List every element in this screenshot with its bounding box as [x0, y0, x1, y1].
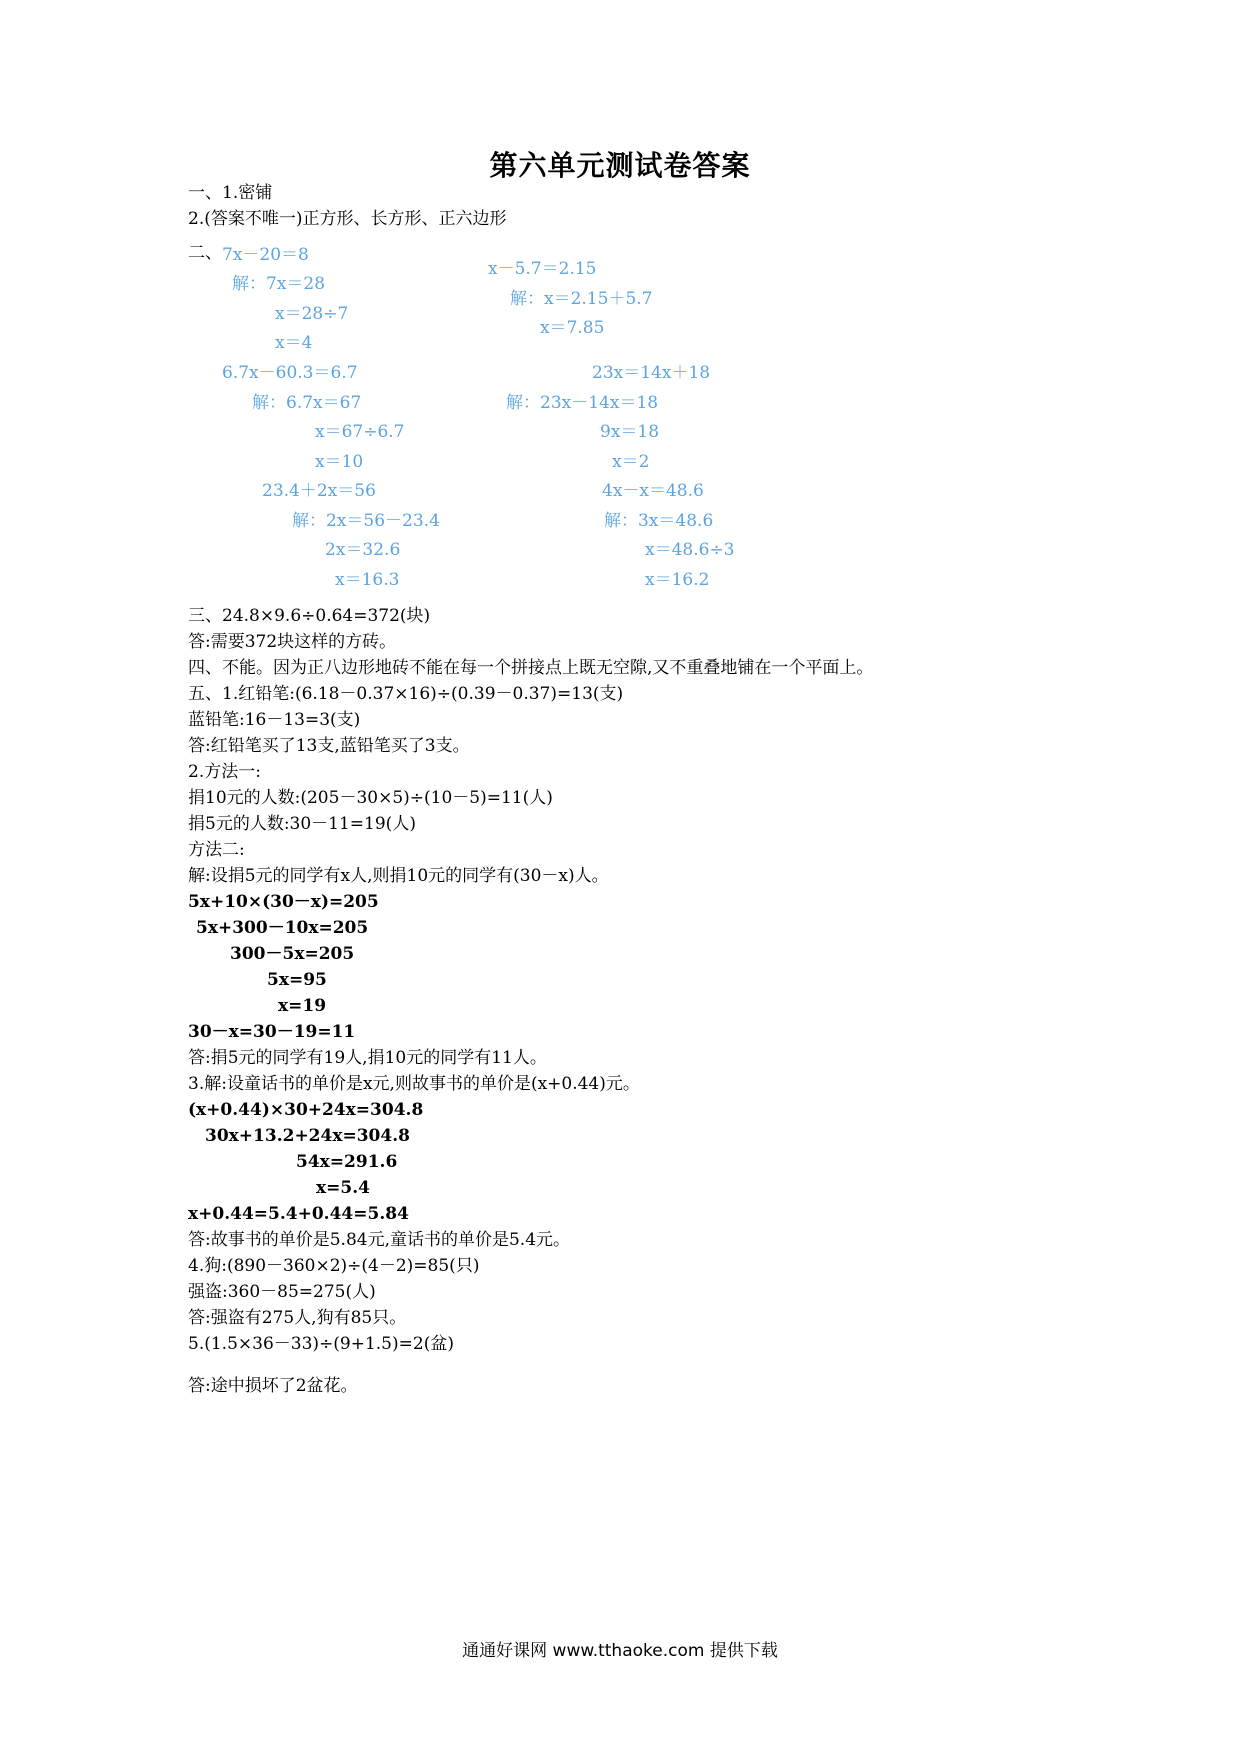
- eq5-line3: 2x＝32.6: [325, 540, 401, 560]
- section5-line: 捐5元的人数:30－11=19(人): [188, 814, 416, 834]
- section5-line: (x+0.44)×30+24x=304.8: [188, 1100, 424, 1120]
- eq3-line2: 解：6.7x＝67: [252, 393, 362, 413]
- section5-line: 答:故事书的单价是5.84元,童话书的单价是5.4元。: [188, 1230, 571, 1250]
- section3-answer: 答:需要372块这样的方砖。: [188, 632, 397, 652]
- section1-q1: 一、1.密铺: [188, 183, 273, 203]
- section5-line: 答:捐5元的同学有19人,捐10元的同学有11人。: [188, 1048, 547, 1068]
- section4-text: 四、不能。因为正八边形地砖不能在每一个拼接点上既无空隙,又不重叠地铺在一个平面上。: [188, 658, 874, 678]
- eq1-line2: 解：7x＝28: [232, 274, 326, 294]
- section5-line: 解:设捐5元的同学有x人,则捐10元的同学有(30－x)人。: [188, 866, 609, 886]
- section5-line: 30x+13.2+24x=304.8: [205, 1126, 410, 1146]
- eq3-line4: x＝10: [315, 452, 364, 472]
- section5-line: 5x=95: [267, 970, 327, 990]
- eq2-line3: x＝7.85: [540, 318, 605, 338]
- section5-line: 答:强盗有275人,狗有85只。: [188, 1308, 407, 1328]
- eq5-line2: 解：2x＝56－23.4: [292, 511, 440, 531]
- eq4-line3: 9x＝18: [600, 422, 660, 442]
- footer-text: 通通好课网 www.tthaoke.com 提供下载: [462, 1641, 778, 1661]
- section5-line: 捐10元的人数:(205－30×5)÷(10－5)=11(人): [188, 788, 553, 808]
- eq6-line4: x＝16.2: [645, 570, 710, 590]
- section5-line: 强盗:360－85=275(人): [188, 1282, 376, 1302]
- eq3-line1: 6.7x－60.3＝6.7: [222, 363, 358, 383]
- section5-line: 5x+300－10x=205: [196, 918, 369, 938]
- eq6-line1: 4x－x＝48.6: [602, 481, 704, 501]
- eq5-line1: 23.4＋2x＝56: [262, 481, 376, 501]
- section5-line: 2.方法一:: [188, 762, 261, 782]
- eq5-line4: x＝16.3: [335, 570, 400, 590]
- section5-line: 4.狗:(890－360×2)÷(4－2)=85(只): [188, 1256, 480, 1276]
- section5-line: 30－x=30－19=11: [188, 1022, 356, 1042]
- eq6-line2: 解：3x＝48.6: [604, 511, 714, 531]
- section5-line: 方法二:: [188, 840, 245, 860]
- eq1-line3: x＝28÷7: [275, 304, 349, 324]
- section2-label: 二、: [188, 243, 222, 263]
- page-title: 第六单元测试卷答案: [489, 149, 751, 182]
- section5-line: 3.解:设童话书的单价是x元,则故事书的单价是(x+0.44)元。: [188, 1074, 640, 1094]
- section5-line: 五、1.红铅笔:(6.18－0.37×16)÷(0.39－0.37)=13(支): [188, 684, 624, 704]
- section5-line: 答:途中损坏了2盆花。: [188, 1376, 358, 1396]
- eq6-line3: x＝48.6÷3: [645, 540, 735, 560]
- eq4-line4: x＝2: [612, 452, 650, 472]
- eq4-line2: 解：23x－14x＝18: [506, 393, 659, 413]
- eq1-line4: x＝4: [275, 333, 313, 353]
- eq4-line1: 23x＝14x＋18: [592, 363, 711, 383]
- section5-line: 5.(1.5×36－33)÷(9+1.5)=2(盆): [188, 1334, 454, 1354]
- eq2-line2: 解：x＝2.15＋5.7: [510, 289, 653, 309]
- section5-line: 54x=291.6: [296, 1152, 398, 1172]
- section1-q2: 2.(答案不唯一)正方形、长方形、正六边形: [188, 209, 507, 229]
- section5-line: x+0.44=5.4+0.44=5.84: [188, 1204, 409, 1224]
- section5-line: x=5.4: [316, 1178, 370, 1198]
- section5-line: 蓝铅笔:16－13=3(支): [188, 710, 361, 730]
- eq1-line1: 7x－20＝8: [222, 245, 309, 265]
- section5-line: x=19: [278, 996, 327, 1016]
- eq2-line1: x－5.7＝2.15: [488, 259, 597, 279]
- section3-calc: 三、24.8×9.6÷0.64=372(块): [188, 606, 431, 626]
- section5-line: 5x+10×(30－x)=205: [188, 892, 379, 912]
- eq3-line3: x＝67÷6.7: [315, 422, 405, 442]
- section5-line: 答:红铅笔买了13支,蓝铅笔买了3支。: [188, 736, 470, 756]
- section5-line: 300－5x=205: [230, 944, 355, 964]
